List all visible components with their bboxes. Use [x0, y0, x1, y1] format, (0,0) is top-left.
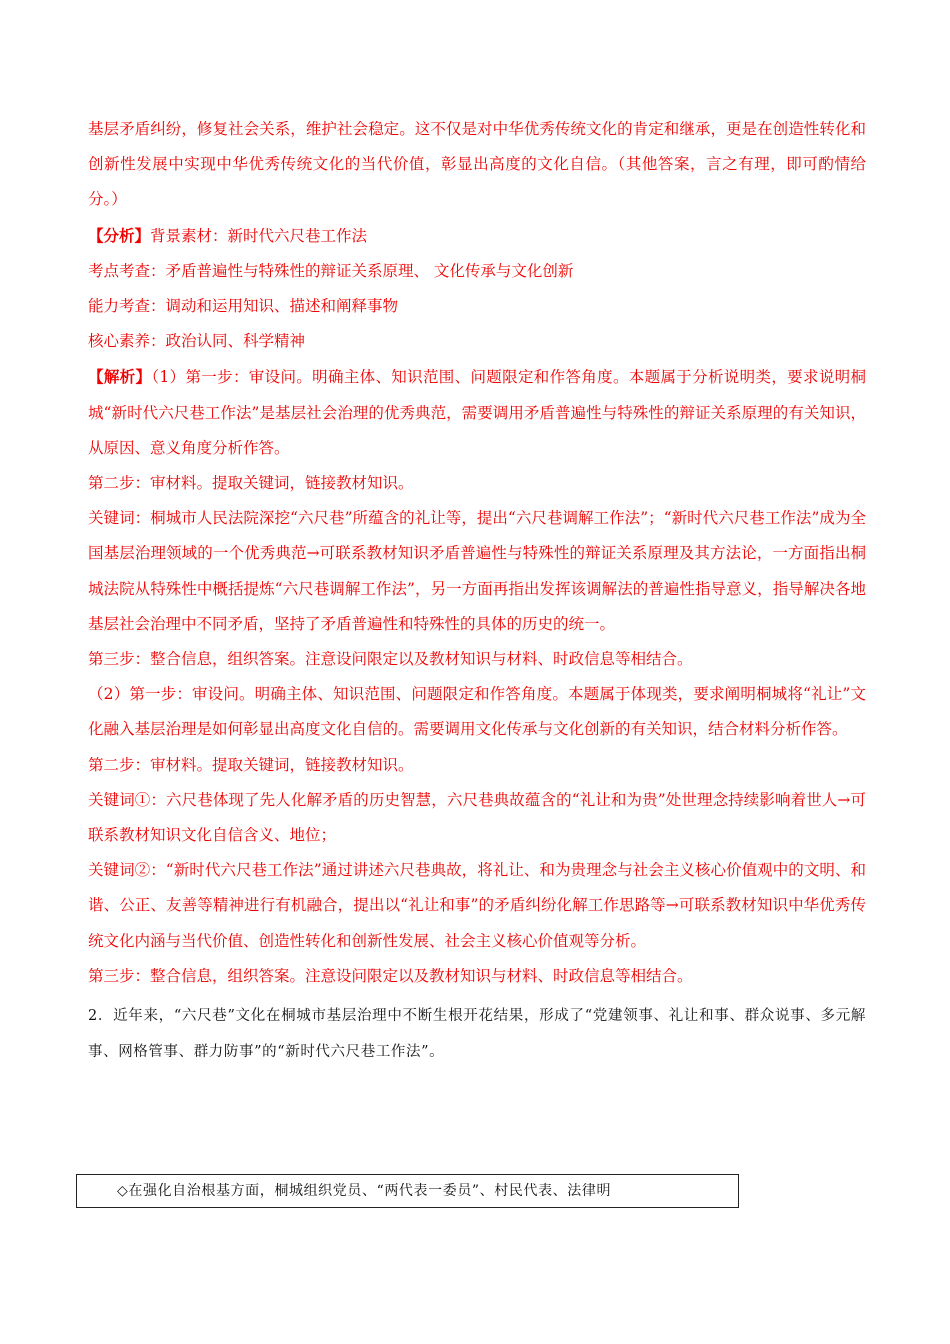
exam-points: 考点考查：矛盾普遍性与特殊性的辩证关系原理、 文化传承与文化创新 [88, 261, 574, 280]
analysis-text: 背景素材：新时代六尺巷工作法 [150, 226, 368, 245]
explanation-part2-keyword2: 关键词②：“新时代六尺巷工作法”通过讲述六尺巷典故，将礼让、和为贵理念与社会主义核心价值观中的文明、和谐、公正、友善等精神进行有机融合，提出以“礼让和事”的矛盾纠纷化解工作思路等→可联系教材知识中华优秀传统文化内涵与当代价值、创造性转化和创新性发展、社会主义核心价值观等分析。 [88, 861, 866, 950]
explanation-label: 【解析】 [88, 367, 152, 387]
explanation-part2-keyword1: 关键词①：六尺巷体现了先人化解矛盾的历史智慧，六尺巷典故蕴含的“礼让和为贵”处世理念持续影响着世人→可联系教材知识文化自信含义、地位； [88, 790, 866, 845]
material-box-text: ◇在强化自治根基方面，桐城组织党员、“两代表一委员”、村民代表、法律明 [117, 1183, 612, 1199]
question2-stem: 2．近年来，“六尺巷”文化在桐城市基层治理中不断生根开花结果，形成了“党建领事、礼让和事、群众说事、多元解事、网格管事、群力防事”的“新时代六尺巷工作法”。 [88, 1008, 866, 1061]
explanation-part2-step3: 第三步：整合信息，组织答案。注意设问限定以及教材知识与材料、时政信息等相结合。 [88, 966, 693, 985]
analysis-label: 【分析】 [88, 225, 151, 245]
explanation-part1-step2: 第二步：审材料。提取关键词，链接教材知识。 [88, 474, 414, 493]
explanation-part2-step1: （2）第一步：审设问。明确主体、知识范围、问题限定和作答角度。本题属于体现类，要求阐明桐城将“礼让”文化融入基层治理是如何彰显出高度文化自信的。需要调用文化传承与文化创新的有关知识，结合材料分析作答。 [88, 685, 866, 739]
document-body [88, 112, 866, 1070]
analysis-line [88, 218, 866, 254]
explanation-part1-step3: 第三步：整合信息，组织答案。注意设问限定以及教材知识与材料、时政信息等相结合。 [88, 650, 693, 669]
explanation-part2-step2: 第二步：审材料。提取关键词，链接教材知识。 [88, 755, 414, 774]
explanation-part1-step1 [88, 359, 866, 466]
explanation-part1-keyword: 关键词：桐城市人民法院深挖“六尺巷”所蕴含的礼让等，提出“六尺巷调解工作法”；“新时代六尺巷工作法”成为全国基层治理领域的一个优秀典范→可联系教材知识矛盾普遍性与特殊性的辩证关系原理及其方法论，一方面指出桐城法院从特殊性中概括提炼“六尺巷调解工作法”，另一方面再指出发挥该调解法的普遍性指导意义，指导解决各地基层社会治理中不同矛盾，坚持了矛盾普遍性和特殊性的具体的历史的统一。 [88, 509, 866, 633]
material-box [76, 1174, 739, 1208]
answer-continuation: 基层矛盾纠纷，修复社会关系，维护社会稳定。这不仅是对中华优秀传统文化的肯定和继承，更是在创造性转化和创新性发展中实现中华优秀传统文化的当代价值，彰显出高度的文化自信。（其他答案，言之有理，即可酌情给分。） [88, 120, 866, 209]
core-literacy: 核心素养：政治认同、科学精神 [88, 332, 306, 351]
ability-assessment: 能力考查：调动和运用知识、描述和阐释事物 [88, 297, 399, 316]
explanation-part1-step1-text: （1）第一步：审设问。明确主体、知识范围、问题限定和作答角度。本题属于分析说明类，要求说明桐城“新时代六尺巷工作法”是基层社会治理的优秀典范，需要调用矛盾普遍性与特殊性的辩证关系原理的有关知识，从原因、意义角度分析作答。 [88, 368, 866, 457]
